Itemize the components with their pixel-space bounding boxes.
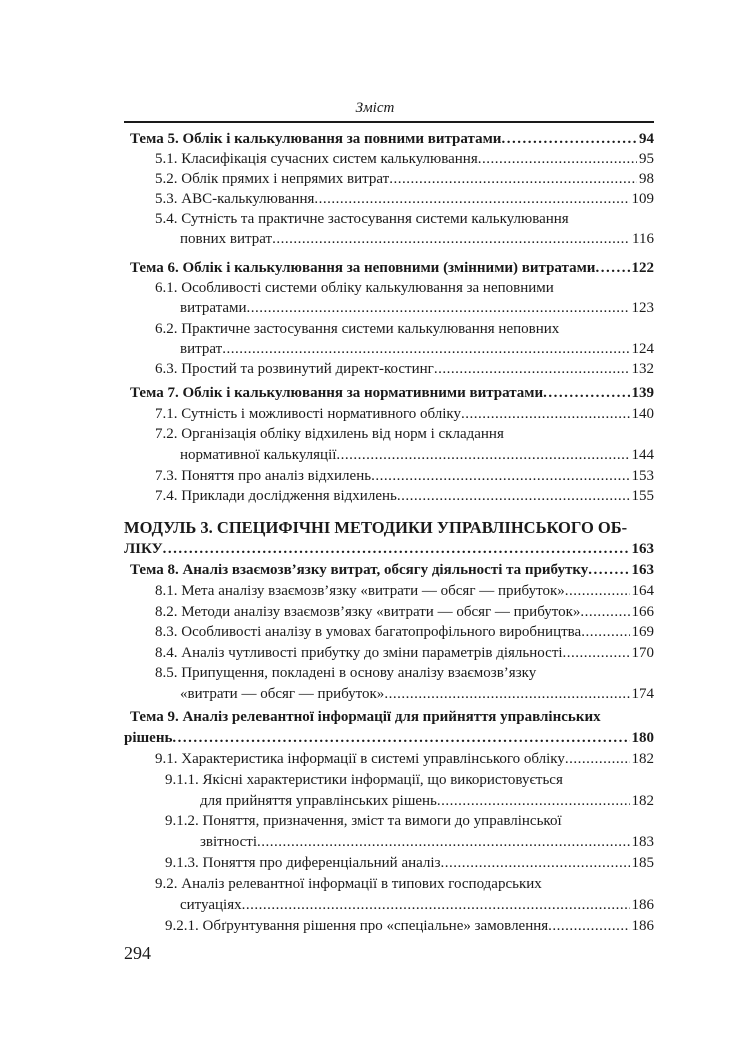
toc-page-number: 163 (631, 562, 654, 578)
toc-line (155, 642, 654, 664)
toc-entry-title: 5.4. Сутність та практичне застосування системи калькулювання (155, 211, 569, 227)
toc-line (155, 318, 654, 340)
dot-leader (501, 128, 637, 150)
toc-line (180, 228, 654, 250)
dot-leader (222, 338, 629, 360)
toc-entry-title: 5.2. Облік прямих і непрямих витрат (155, 171, 390, 187)
dot-leader (461, 403, 630, 425)
toc-entry-title: Тема 5. Облік і калькулювання за повними витратами (130, 131, 502, 147)
toc-page-number: 182 (631, 793, 654, 809)
toc-line (155, 148, 654, 170)
toc-page-number: 169 (631, 624, 654, 640)
toc-line (124, 727, 654, 749)
toc-entry-title: ситуаціях (180, 897, 242, 913)
toc-line (130, 706, 654, 728)
dot-leader (242, 894, 630, 916)
toc-line (180, 894, 654, 916)
dot-leader (565, 580, 630, 602)
dot-leader (563, 642, 630, 664)
toc-page-number: 186 (631, 897, 654, 913)
toc-line (155, 748, 654, 770)
dot-leader (581, 621, 629, 643)
toc-entry-title: Тема 7. Облік і калькулювання за нормативними витратами (130, 385, 544, 401)
toc-entry-title: нормативної калькуляції (180, 447, 337, 463)
toc-line (155, 662, 654, 684)
toc-line (124, 538, 654, 560)
toc-entry-title: 6.3. Простий та розвинутий директ-костинг (155, 361, 434, 377)
toc-entry-title: Тема 9. Аналіз релевантної інформації для прийняття управлінських (130, 709, 601, 725)
dot-leader (588, 559, 629, 581)
running-header: Зміст (355, 100, 395, 116)
toc-entry-title: МОДУЛЬ 3. СПЕЦИФІЧНІ МЕТОДИКИ УПРАВЛІНСЬКОГО ОБ- (124, 518, 628, 537)
toc-entry-title: 6.1. Особливості системи обліку калькулювання за неповними (155, 280, 554, 296)
toc-page-number: 116 (632, 231, 654, 247)
toc-line (130, 128, 654, 150)
toc-entry-title: 5.3. АВС-калькулювання (155, 191, 315, 207)
toc-line (155, 465, 654, 487)
toc-page-number: 140 (631, 406, 654, 422)
toc-entry-title: Тема 8. Аналіз взаємозв’язку витрат, обсягу діяльності та прибутку (130, 562, 589, 578)
toc-page-number: 144 (631, 447, 654, 463)
toc-page-number: 170 (631, 645, 654, 661)
dot-leader (336, 444, 629, 466)
toc-entry-title: 9.2.1. Обґрунтування рішення про «спеціальне» замовлення (165, 918, 549, 934)
dot-leader (437, 790, 630, 812)
toc-entry-title: 9.2. Аналіз релевантної інформації в типових господарських (155, 876, 542, 892)
toc-entry-title: 7.2. Організація обліку відхилень від норм і складання (155, 426, 504, 442)
toc-entry-title: для прийняття управлінських рішень (200, 793, 437, 809)
toc-entry-title: витрат (180, 341, 223, 357)
toc-line (130, 382, 654, 404)
header-rule (124, 121, 654, 123)
toc-line (180, 444, 654, 466)
dot-leader (548, 915, 629, 937)
toc-line (155, 423, 654, 445)
toc-page-number: 124 (631, 341, 654, 357)
toc-line (124, 517, 654, 539)
toc-page-number: 98 (639, 171, 654, 187)
dot-leader (163, 538, 630, 560)
toc-line (130, 559, 654, 581)
toc-page-number: 183 (631, 834, 654, 850)
toc-line (165, 769, 654, 791)
toc-page-number: 95 (639, 151, 654, 167)
toc-line (180, 683, 654, 705)
toc-entry-title: 9.1.2. Поняття, призначення, зміст та вимоги до управлінської (165, 813, 562, 829)
toc-page-number: 122 (631, 260, 654, 276)
toc-line (155, 277, 654, 299)
toc-entry-title: 7.3. Поняття про аналіз відхилень (155, 468, 372, 484)
toc-line (165, 852, 654, 874)
toc-entry-title: 8.1. Мета аналізу взаємозв’язку «витрати — обсяг — прибуток» (155, 583, 565, 599)
toc-page-number: 185 (631, 855, 654, 871)
toc-page-number: 186 (631, 918, 654, 934)
toc-page-number: 155 (631, 488, 654, 504)
toc-line (155, 168, 654, 190)
toc-page-number: 166 (631, 604, 654, 620)
toc-entry-title: рішень (124, 730, 173, 746)
toc-entry-title: 9.1.1. Якісні характеристики інформації, що використовується (165, 772, 563, 788)
toc-entry-title: повних витрат (180, 231, 273, 247)
toc-line (165, 915, 654, 937)
toc-entry-title: звітності (200, 834, 258, 850)
toc-line (200, 831, 654, 853)
toc-entry-title: 5.1. Класифікація сучасних систем калькулювання (155, 151, 478, 167)
toc-page-number: 132 (631, 361, 654, 377)
toc-page-number: 153 (631, 468, 654, 484)
toc-page-number: 174 (631, 686, 654, 702)
toc-line (155, 358, 654, 380)
dot-leader (397, 485, 630, 507)
page-number: 294 (124, 943, 151, 963)
toc-entry-title: 7.1. Сутність і можливості нормативного обліку (155, 406, 461, 422)
toc-line (200, 790, 654, 812)
toc-line (180, 338, 654, 360)
dot-leader (384, 683, 629, 705)
toc-page-number: 123 (631, 300, 654, 316)
dot-leader (389, 168, 637, 190)
toc-line (155, 208, 654, 230)
toc-entry-title: 8.3. Особливості аналізу в умовах багатопрофільного виробництва (155, 624, 582, 640)
dot-leader (272, 228, 630, 250)
toc-page-number: 163 (631, 541, 654, 557)
dot-leader (543, 382, 629, 404)
dot-leader (257, 831, 629, 853)
toc-entry-title: Тема 6. Облік і калькулювання за неповними (змінними) витратами (130, 260, 596, 276)
toc-line (155, 485, 654, 507)
dot-leader (478, 148, 637, 170)
dot-leader (434, 358, 630, 380)
toc-line (155, 621, 654, 643)
toc-line (165, 810, 654, 832)
toc-entry-title: «витрати — обсяг — прибуток» (180, 686, 385, 702)
toc-entry-title: 9.1. Характеристика інформації в системі управлінського обліку (155, 751, 565, 767)
dot-leader (580, 601, 629, 623)
toc-line (155, 403, 654, 425)
dot-leader (314, 188, 629, 210)
toc-entry-title: 9.1.3. Поняття про диференціальний аналіз (165, 855, 441, 871)
dot-leader (565, 748, 630, 770)
toc-entry-title: 7.4. Приклади дослідження відхилень (155, 488, 397, 504)
toc-page-number: 164 (631, 583, 654, 599)
toc-page-number: 139 (631, 385, 654, 401)
toc-line (155, 580, 654, 602)
toc-line (155, 873, 654, 895)
dot-leader (595, 257, 629, 279)
toc-line (180, 297, 654, 319)
toc-entry-title: 8.2. Методи аналізу взаємозв’язку «витрати — обсяг — прибуток» (155, 604, 581, 620)
toc-page-number: 94 (639, 131, 654, 147)
toc-entry-title: ЛІКУ (124, 541, 163, 557)
dot-leader (247, 297, 630, 319)
toc-page-number: 180 (631, 730, 654, 746)
dot-leader (441, 852, 630, 874)
toc-page-number: 109 (631, 191, 654, 207)
toc-line (155, 601, 654, 623)
dot-leader (172, 727, 629, 749)
toc-line (155, 188, 654, 210)
toc-line (130, 257, 654, 279)
toc-page-number: 182 (631, 751, 654, 767)
toc-entry-title: 8.5. Припущення, покладені в основу аналізу взаємозв’язку (155, 665, 537, 681)
toc-entry-title: 6.2. Практичне застосування системи калькулювання неповних (155, 321, 560, 337)
toc-entry-title: 8.4. Аналіз чутливості прибутку до зміни параметрів діяльності (155, 645, 563, 661)
toc-entry-title: витратами (180, 300, 247, 316)
dot-leader (371, 465, 629, 487)
